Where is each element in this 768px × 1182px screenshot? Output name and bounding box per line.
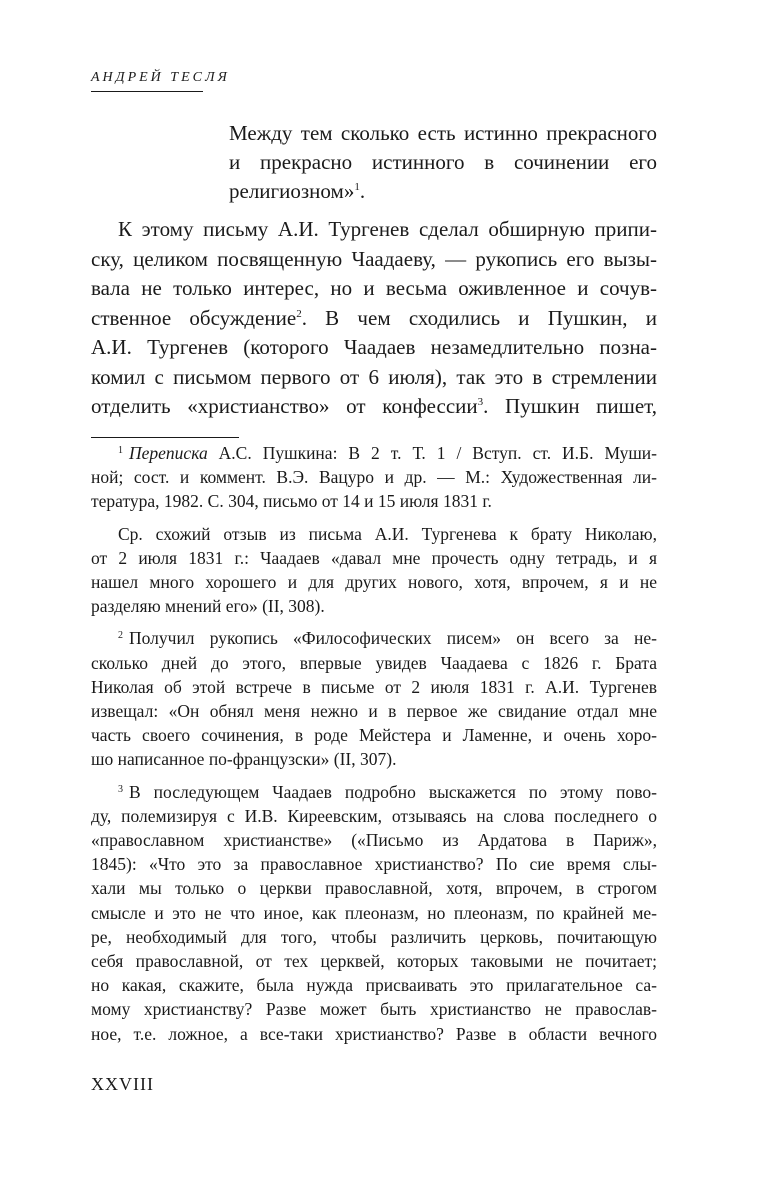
footnote-line: нашел много хорошего и для других нового, хотя, впрочем, я и не xyxy=(91,572,657,593)
footnote-number: 2 xyxy=(118,630,123,642)
body-line: комил с письмом первого от 6 июля), так это в стремлении xyxy=(91,364,657,389)
footnote-3 xyxy=(91,780,657,1046)
body-paragraph xyxy=(91,215,657,422)
footnotes xyxy=(91,441,657,1054)
running-head: АНДРЕЙ ТЕСЛЯ xyxy=(91,70,230,85)
body-line-part: . Пушкин пишет, xyxy=(483,394,657,418)
footnote-line: хали мы только о церкви православной, хотя, впрочем, в строгом xyxy=(91,878,657,899)
body-line: ску, целиком посвященную Чаадаеву, — рукопись его вызы- xyxy=(91,246,657,271)
footnote-2 xyxy=(91,626,657,771)
footnote-1-continuation xyxy=(91,522,657,619)
body-line-part: отделить «христианство» от конфессии xyxy=(91,394,478,418)
quote-line: Между тем сколько есть истинно прекрасного xyxy=(229,121,657,145)
footnote-line: смысле и это не что иное, как плеоназм, но плеоназм, по крайней ме- xyxy=(91,902,657,923)
footnote-italic: Переписка xyxy=(129,443,208,463)
footnote-line: ре, необходимый для того, чтобы различить церковь, почитающую xyxy=(91,926,657,947)
footnote-line: разделяю мнений его» (II, 308). xyxy=(91,596,325,617)
footnote-line: часть своего сочинения, в роде Мейстера и Ламенне, и очень хоро- xyxy=(91,725,657,746)
footnote-line-part: А.С. Пушкина: В 2 т. Т. 1 / Вступ. ст. И.Б. Муши- xyxy=(207,443,657,463)
footnote-ref-2[interactable]: 2 xyxy=(296,307,302,320)
page-number: XXVIII xyxy=(91,1074,154,1094)
footnote-line xyxy=(91,626,657,650)
body-line-with-ref xyxy=(91,304,657,334)
footnote-1 xyxy=(91,441,657,514)
footnote-line: но какая, скажите, была нужда присваивать это прилагательное са- xyxy=(91,975,657,996)
footnote-number: 1 xyxy=(118,445,123,456)
footnote-ref-1[interactable]: 1 xyxy=(354,181,360,193)
body-line: К этому письму А.И. Тургенев сделал обширную припи- xyxy=(118,217,657,241)
footnote-line: «православном христианстве» («Письмо из Ардатова в Париж», xyxy=(91,830,657,851)
footnote-separator xyxy=(91,437,239,438)
footnote-line: ду, полемизируя с И.В. Киреевским, отзываясь на слова последнего о xyxy=(91,805,657,826)
body-line: А.И. Тургенев (которого Чаадаев незамедлительно позна- xyxy=(91,335,657,359)
footnote-line-part: Получил рукопись «Философических писем» он всего за не- xyxy=(129,628,657,649)
quote-line-text: религиозном» xyxy=(229,179,355,203)
footnote-line: ное, т.е. ложное, а все-таки христианство? Разве в области вечного xyxy=(91,1023,657,1044)
footnote-line: шо написанное по-французски» (II, 307). xyxy=(91,749,397,770)
footnote-line-part: В последующем Чаадаев подробно выскажется по этому пово- xyxy=(129,781,657,802)
quote-block xyxy=(229,119,657,206)
body-line: вала не только интерес, но и весьма оживленное и сочув- xyxy=(91,276,657,300)
footnote-line: извещал: «Он обнял меня нежно и в первое же свидание отдал мне xyxy=(91,701,657,722)
header-rule xyxy=(91,91,203,92)
footnote-line: ной; сост. и коммент. В.Э. Вацуро и др. — М.: Художественная ли- xyxy=(91,467,657,488)
footnote-line: Ср. схожий отзыв из письма А.И. Тургенева к брату Николаю, xyxy=(118,523,657,544)
footnote-line: себя православной, от тех церквей, которых таковыми не почитает; xyxy=(91,951,657,972)
footnote-line: 1845): «Что это за православное христианство? По сие время слы- xyxy=(91,854,657,875)
footnote-ref-3[interactable]: 3 xyxy=(477,396,484,408)
footnote-line xyxy=(91,441,657,465)
quote-line: и прекрасно истинного в сочинении его xyxy=(229,150,657,174)
body-line-part: . В чем сходились и Пушкин, и xyxy=(301,305,657,330)
body-line-with-ref xyxy=(91,392,657,422)
footnote-line: сколько дней до этого, впервые увидев Чаадаева с 1826 г. Брата xyxy=(91,652,657,673)
footnote-line: мому христианству? Разве может быть христианство не православ- xyxy=(91,999,657,1020)
footnote-line: Николая об этой встрече в письме от 2 июля 1831 г. А.И. Тургенев xyxy=(91,676,657,697)
footnote-line: тература, 1982. С. 304, письмо от 14 и 15 июля 1831 г. xyxy=(91,491,492,512)
footnote-line xyxy=(91,780,657,804)
quote-line-last: религиозном»$^1$. xyxy=(229,179,366,203)
footnote-number: 3 xyxy=(118,783,123,795)
body-line-part: ственное обсуждение xyxy=(91,305,297,330)
footnote-line: от 2 июля 1831 г.: Чаадаев «давал мне прочесть одну тетрадь, и я xyxy=(91,547,657,568)
